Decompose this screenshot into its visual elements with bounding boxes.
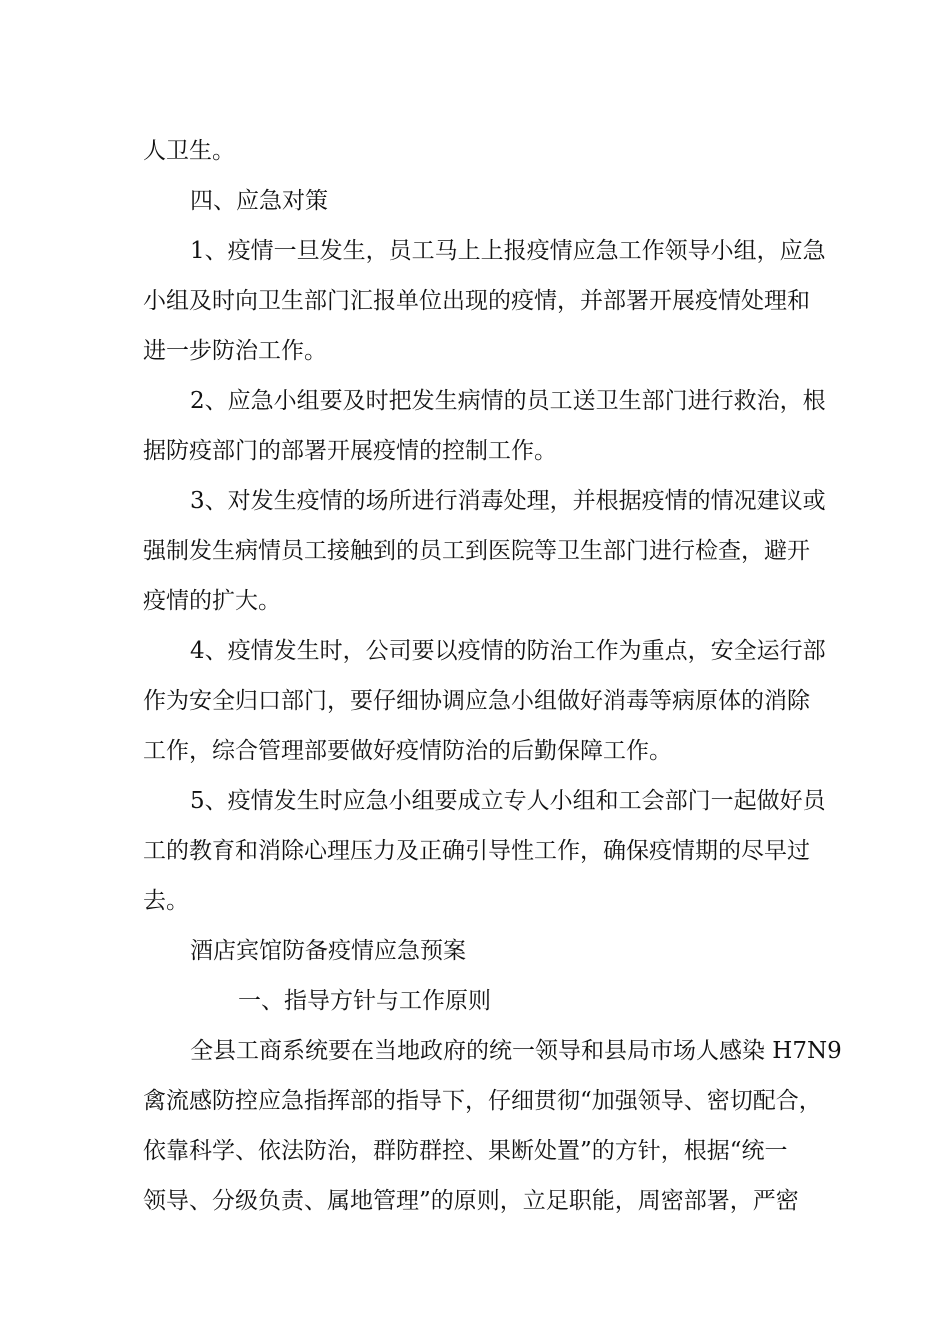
section-heading: 四、应急对策: [190, 188, 328, 214]
paragraph-line: 据防疫部门的部署开展疫情的控制工作。: [143, 438, 557, 464]
paragraph-line: 5、疫情发生时应急小组要成立专人小组和工会部门一起做好员: [190, 788, 826, 814]
paragraph-line: 进一步防治工作。: [143, 338, 327, 364]
paragraph-line: 全县工商系统要在当地政府的统一领导和县局市场人感染 H7N9: [190, 1038, 842, 1064]
paragraph-line: 强制发生病情员工接触到的员工到医院等卫生部门进行检查，避开: [143, 538, 810, 564]
paragraph-line: 作为安全归口部门，要仔细协调应急小组做好消毒等病原体的消除: [143, 688, 810, 714]
section-heading: 一、指导方针与工作原则: [238, 988, 491, 1014]
paragraph-line: 工作，综合管理部要做好疫情防治的后勤保障工作。: [143, 738, 672, 764]
paragraph-line: 小组及时向卫生部门汇报单位出现的疫情，并部署开展疫情处理和: [143, 288, 810, 314]
paragraph-line: 2、应急小组要及时把发生病情的员工送卫生部门进行救治，根: [190, 388, 826, 414]
paragraph-line: 人卫生。: [143, 138, 235, 164]
document-title: 酒店宾馆防备疫情应急预案: [190, 938, 466, 964]
paragraph-line: 领导、分级负责、属地管理”的原则，立足职能，周密部署，严密: [143, 1188, 799, 1214]
paragraph-line: 4、疫情发生时，公司要以疫情的防治工作为重点，安全运行部: [190, 638, 826, 664]
paragraph-line: 依靠科学、依法防治，群防群控、果断处置”的方针，根据“统一: [143, 1138, 788, 1164]
paragraph-line: 疫情的扩大。: [143, 588, 281, 614]
paragraph-line: 1、疫情一旦发生，员工马上上报疫情应急工作领导小组，应急: [190, 238, 826, 264]
paragraph-line: 去。: [143, 888, 189, 914]
paragraph-line: 禽流感防控应急指挥部的指导下，仔细贯彻“加强领导、密切配合，: [143, 1088, 822, 1114]
paragraph-line: 3、对发生疫情的场所进行消毒处理，并根据疫情的情况建议或: [190, 488, 826, 514]
paragraph-line: 工的教育和消除心理压力及正确引导性工作，确保疫情期的尽早过: [143, 838, 810, 864]
